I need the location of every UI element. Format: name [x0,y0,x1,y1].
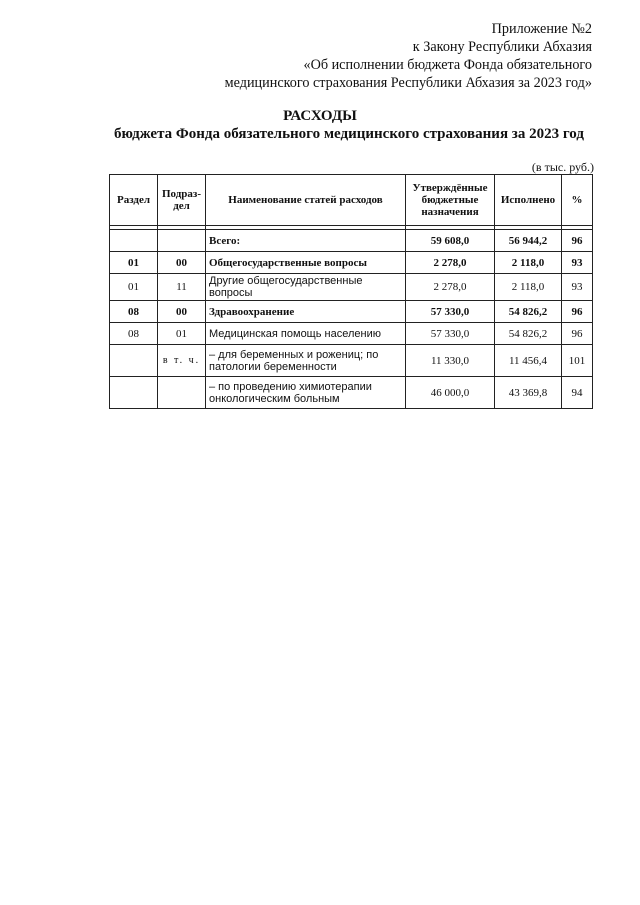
annex-law-title-1: «Об исполнении бюджета Фонда обязательного [303,57,592,73]
cell-percent: 96 [562,230,593,252]
cell-percent: 93 [562,274,593,301]
cell-section: 08 [110,301,158,323]
cell-executed: 43 369,8 [495,377,562,409]
cell-subsection [158,377,206,409]
cell-section: 08 [110,323,158,345]
cell-percent: 101 [562,345,593,377]
header-subsection: Подраз-дел [158,175,206,226]
header-percent: % [562,175,593,226]
cell-subsection: 11 [158,274,206,301]
table-row [110,252,593,274]
cell-percent: 96 [562,301,593,323]
cell-approved: 57 330,0 [406,301,495,323]
cell-approved: 57 330,0 [406,323,495,345]
cell-executed: 11 456,4 [495,345,562,377]
cell-name: Всего: [206,230,406,252]
cell-name: Медицинская помощь населению [206,323,406,345]
title-sub: бюджета Фонда обязательного медицинского страхования за 2023 год [114,126,584,142]
cell-subsection: в т. ч. [158,345,206,377]
cell-approved: 2 278,0 [406,274,495,301]
cell-executed: 2 118,0 [495,252,562,274]
cell-approved: 46 000,0 [406,377,495,409]
table-header-row [110,175,593,226]
cell-name: Общегосударственные вопросы [206,252,406,274]
cell-percent: 96 [562,323,593,345]
annex-number: Приложение №2 [491,21,592,37]
title-main: РАСХОДЫ [283,108,357,124]
cell-executed: 2 118,0 [495,274,562,301]
cell-section: 01 [110,274,158,301]
cell-executed: 54 826,2 [495,323,562,345]
cell-subsection: 00 [158,301,206,323]
units-note: (в тыс. руб.) [531,160,594,174]
cell-subsection [158,230,206,252]
annex-header [225,20,592,92]
cell-approved: 2 278,0 [406,252,495,274]
header-executed: Исполнено [495,175,562,226]
cell-section: 01 [110,252,158,274]
cell-name: – по проведению химиотерапии онкологическим больным [206,377,406,409]
table-row [110,377,593,409]
header-name: Наименование статей расходов [206,175,406,226]
expenses-table [109,174,593,409]
cell-section [110,377,158,409]
annex-law-title-2: медицинского страхования Республики Абхазия за 2023 год» [224,75,592,91]
cell-approved: 59 608,0 [406,230,495,252]
table-row [110,301,593,323]
cell-executed: 56 944,2 [495,230,562,252]
cell-section [110,345,158,377]
cell-subsection: 00 [158,252,206,274]
cell-percent: 94 [562,377,593,409]
cell-name: Здравоохранение [206,301,406,323]
document-title [0,107,640,143]
cell-executed: 54 826,2 [495,301,562,323]
table-row [110,345,593,377]
table-row [110,274,593,301]
annex-law-ref: к Закону Республики Абхазия [412,39,592,55]
cell-subsection: 01 [158,323,206,345]
cell-name: Другие общегосударственные вопросы [206,274,406,301]
cell-section [110,230,158,252]
cell-name: – для беременных и рожениц; по патологии беременности [206,345,406,377]
cell-approved: 11 330,0 [406,345,495,377]
header-section: Раздел [110,175,158,226]
header-approved: Утверждённые бюджетные назначения [406,175,495,226]
cell-percent: 93 [562,252,593,274]
table-row-total [110,230,593,252]
table-row [110,323,593,345]
